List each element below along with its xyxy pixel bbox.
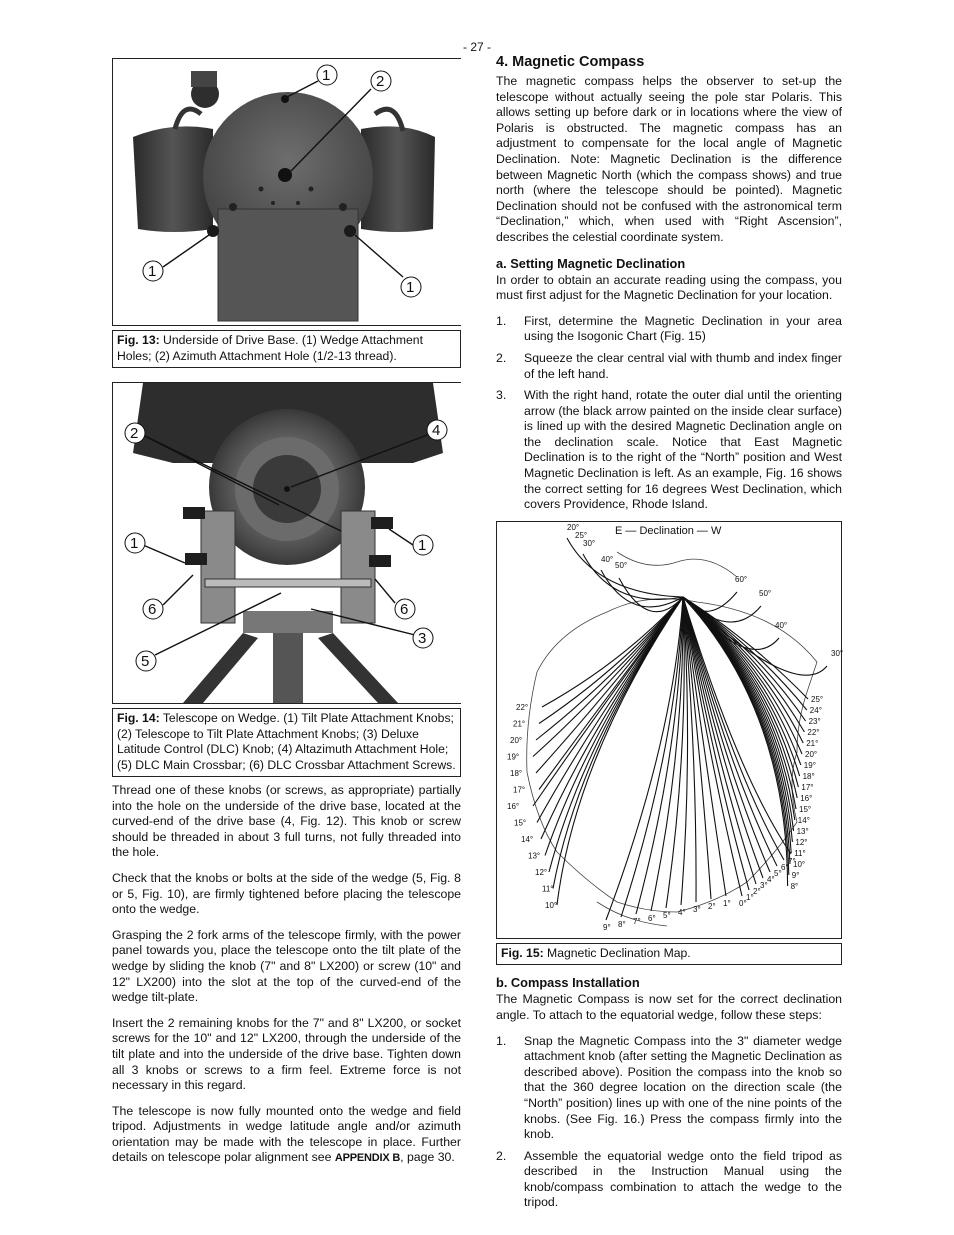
- map-title: E — Declination — W: [615, 524, 722, 537]
- fig14-caption: [112, 708, 461, 777]
- top_labels-degree-label: 30°: [831, 648, 844, 658]
- right_labels-degree-label: 24°: [809, 705, 822, 715]
- list-number: 3.: [496, 388, 507, 403]
- subsection-heading: b. Compass Installation: [496, 975, 640, 991]
- left_labels-degree-label: 22°: [516, 702, 529, 712]
- top_labels-degree-label: 40°: [775, 620, 788, 630]
- list-text: With the right hand, rotate the outer dial until the orienting arrow (the black arrow painted on the inside clear surface) is lined up with the desired Magnetic Declination angle on the declination scale. Notice that East Magnetic Declination is to the right of the “North” position and West Magnetic Declination is left. As an example, Fig. 16 shows the correct setting for 16 degrees West Declination, which covers Providence, Rhode Island.: [524, 388, 842, 512]
- right_labels-degree-label: 18°: [802, 771, 815, 781]
- list-item: [496, 351, 842, 382]
- left_labels-degree-label: 21°: [513, 719, 526, 729]
- fig14-callout: 2: [130, 425, 139, 442]
- right_labels-degree-label: 17°: [801, 782, 814, 792]
- top_labels-degree-label: 40°: [601, 554, 614, 564]
- fig13-callout: 1: [322, 67, 331, 84]
- paragraph: [112, 1104, 461, 1167]
- left_labels-degree-label: 13°: [528, 851, 541, 861]
- bottom_labels-degree-label: 6°: [781, 862, 789, 872]
- steps-list-a: [496, 314, 842, 513]
- fig14-caption-text: Telescope on Wedge. (1) Tilt Plate Attachment Knobs; (2) Telescope to Tilt Plate Attachment Knobs; (3) Deluxe Latitude Control (DLC) Knob; (4) Altazimuth Attachment Hole; (5) DLC Main Crossbar; (6) DLC Crossbar Attachment Screws.: [117, 711, 456, 772]
- right_labels-degree-label: 25°: [811, 694, 824, 704]
- fig14-callout: 1: [418, 537, 427, 554]
- fig14-callout: 1: [130, 535, 139, 552]
- left_labels-degree-label: 17°: [513, 785, 526, 795]
- bottom_labels-degree-label: 7°: [633, 916, 641, 926]
- right_labels-degree-label: 12°: [795, 837, 808, 847]
- top_labels-degree-label: 50°: [759, 588, 772, 598]
- list-text: Snap the Magnetic Compass into the 3" diameter wedge attachment knob (after setting the Magnetic Declination as described above). Position the compass into the knob so that the 360 degree location on the direction scale (the “North” position) lines up with one of the nine points of the knobs. (See Fig. 16.) Press the compass firmly into the knob.: [524, 1033, 842, 1142]
- list-text: Squeeze the clear central vial with thumb and index finger of the left hand.: [524, 350, 842, 381]
- top_labels-degree-label: 50°: [615, 560, 628, 570]
- left_labels-degree-label: 10°: [545, 900, 558, 910]
- drive-base-illustration: [113, 59, 462, 325]
- left_labels-degree-label: 16°: [507, 801, 520, 811]
- paragraph: Grasping the 2 fork arms of the telescope firmly, with the power panel towards you, place the telescope onto the tilt plate of the wedge by sliding the knob (7" and 8" LX200) or screw (10" and 12" LX200) into the slot at the top of the curved-end of the wedge tilt-plate.: [112, 927, 461, 1005]
- list-item: [496, 1034, 842, 1143]
- right-column: [496, 54, 842, 1219]
- left-body-text: [112, 783, 461, 1167]
- right_labels-degree-label: 10°: [793, 859, 806, 869]
- bottom_labels-degree-label: 3°: [693, 904, 701, 914]
- bottom_labels-degree-label: 0°: [739, 898, 747, 908]
- section-heading: 4. Magnetic Compass: [496, 54, 645, 70]
- right_labels-degree-label: 22°: [807, 727, 820, 737]
- left-column: [112, 58, 461, 1177]
- paragraph-text: The telescope is now fully mounted onto the wedge and field tripod. Adjustments in wedge latitude angle and/or azimuth orientation may be made with the telescope in place. Further details on telescope polar alignment see: [112, 1103, 461, 1165]
- right_labels-degree-label: 21°: [806, 738, 819, 748]
- bottom_labels-degree-label: 5°: [774, 868, 782, 878]
- paragraph-text: , page 30.: [400, 1150, 455, 1165]
- fig14-label: Fig. 14:: [117, 711, 160, 725]
- steps-list-b: [496, 1034, 842, 1212]
- paragraph: Check that the knobs or bolts at the side of the wedge (5, Fig. 8 or 5, Fig. 10), are firmly tightened before placing the telescope onto the wedge.: [112, 870, 461, 917]
- right_labels-degree-label: 13°: [796, 826, 809, 836]
- bottom_labels-degree-label: 1°: [723, 898, 731, 908]
- telescope-on-wedge-illustration: [113, 383, 462, 703]
- right_labels-degree-label: 14°: [797, 815, 810, 825]
- fig15-caption: [496, 943, 842, 966]
- fig13-caption-text: Underside of Drive Base. (1) Wedge Attachment Holes; (2) Azimuth Attachment Hole (1/2-13 thread).: [117, 333, 423, 363]
- paragraph: The Magnetic Compass is now set for the correct declination angle. To attach to the equatorial wedge, follow these steps:: [496, 992, 842, 1022]
- list-text: First, determine the Magnetic Declination in your area using the Isogonic Chart (Fig. 15): [524, 313, 842, 344]
- fig14-callout: 4: [432, 422, 441, 439]
- right_labels-degree-label: 8°: [790, 881, 799, 891]
- list-text: Assemble the equatorial wedge onto the field tripod as described in the Instruction Manual using the knob/compass combination to attach the wedge to the tripod.: [524, 1148, 842, 1210]
- fig15-caption-text: Magnetic Declination Map.: [543, 945, 691, 960]
- subsection-heading: a. Setting Magnetic Declination: [496, 255, 686, 271]
- bottom_labels-degree-label: 4°: [767, 874, 775, 884]
- declination-map: [497, 522, 844, 938]
- list-item: [496, 388, 842, 513]
- left_labels-degree-label: 12°: [535, 867, 548, 877]
- paragraph: Insert the 2 remaining knobs for the 7" and 8" LX200, or socket screws for the 10" and 12" LX200, through the underside of the tilt plate and into the underside of the drive base. Tighten down all 3 knobs or screws to a firm feel. Extreme force is not necessary in this regard.: [112, 1015, 461, 1093]
- left_labels-degree-label: 18°: [510, 768, 523, 778]
- right_labels-degree-label: 15°: [799, 804, 812, 814]
- left_labels-degree-label: 20°: [510, 735, 523, 745]
- bottom_labels-degree-label: 4°: [678, 907, 686, 917]
- fig14-callout: 5: [141, 653, 150, 670]
- fig13-photo: [112, 58, 461, 326]
- list-number: 1.: [496, 313, 507, 328]
- paragraph: Thread one of these knobs (or screws, as appropriate) partially into the hole on the underside of the drive base, located at the curved-end of the drive base (4, Fig. 12). This knob or screw should be threaded in about 3 full turns, not fully threaded into the hole.: [112, 783, 461, 860]
- right_labels-degree-label: 20°: [805, 749, 818, 759]
- fig13-callout: 1: [406, 279, 415, 296]
- right_labels-degree-label: 9°: [791, 870, 800, 880]
- bottom_labels-degree-label: 5°: [663, 910, 671, 920]
- bottom_labels-degree-label: 9°: [603, 922, 611, 932]
- fig14-callout: 3: [418, 630, 427, 647]
- fig15-label: Fig. 15:: [501, 945, 544, 960]
- left_labels-degree-label: 11°: [542, 884, 554, 894]
- appendix-b-reference: APPENDIX B: [334, 1152, 401, 1165]
- list-item: [496, 1149, 842, 1211]
- fig14-callout: 6: [400, 601, 409, 618]
- bottom_labels-degree-label: 1°: [746, 892, 754, 902]
- fig14-callout: 6: [148, 601, 157, 618]
- bottom_labels-degree-label: 2°: [708, 901, 716, 911]
- fig13-callout: 1: [148, 263, 157, 280]
- right_labels-degree-label: 19°: [803, 760, 816, 770]
- bottom_labels-degree-label: 8°: [618, 919, 626, 929]
- list-item: [496, 314, 842, 345]
- list-number: 2.: [496, 1148, 507, 1163]
- list-number: 1.: [496, 1033, 507, 1048]
- page-number: - 27 -: [462, 40, 491, 54]
- paragraph: In order to obtain an accurate reading using the compass, you must first adjust for the Magnetic Declination for your location.: [496, 272, 842, 303]
- top_labels-degree-label: 25°: [575, 530, 588, 540]
- left_labels-degree-label: 19°: [507, 752, 520, 762]
- left_labels-degree-label: 15°: [514, 818, 527, 828]
- fig15-map: [496, 521, 842, 939]
- fig13-label: Fig. 13:: [117, 333, 160, 347]
- bottom_labels-degree-label: 3°: [760, 880, 768, 890]
- right_labels-degree-label: 16°: [800, 793, 813, 803]
- top_labels-degree-label: 20°: [567, 522, 580, 532]
- bottom_labels-degree-label: 7°: [788, 856, 796, 866]
- fig14-photo: [112, 382, 461, 704]
- right_labels-degree-label: 23°: [808, 716, 821, 726]
- bottom_labels-degree-label: 2°: [753, 886, 761, 896]
- paragraph: The magnetic compass helps the observer to set-up the telescope without actually seeing the pole star Polaris. This allows setting up before dark or in locations where the view of Polaris is obstructed. The magnetic compass has an adjustment to compensate for the local angle of Magnetic Declination. Note: Magnetic Declination is the difference between Magnetic North (which the compass shows) and true north (where the telescope should be pointed). Magnetic Declination should not be confused with the astronomical term “Declination,” which, when used with “Right Ascension”, describes the celestial coordinate system.: [496, 74, 842, 244]
- fig13-callout: 2: [376, 73, 385, 90]
- right_labels-degree-label: 11°: [794, 848, 806, 858]
- top_labels-degree-label: 60°: [735, 574, 748, 584]
- list-number: 2.: [496, 350, 507, 365]
- left_labels-degree-label: 14°: [521, 834, 534, 844]
- bottom_labels-degree-label: 6°: [648, 913, 656, 923]
- fig13-caption: [112, 330, 461, 368]
- top_labels-degree-label: 30°: [583, 538, 596, 548]
